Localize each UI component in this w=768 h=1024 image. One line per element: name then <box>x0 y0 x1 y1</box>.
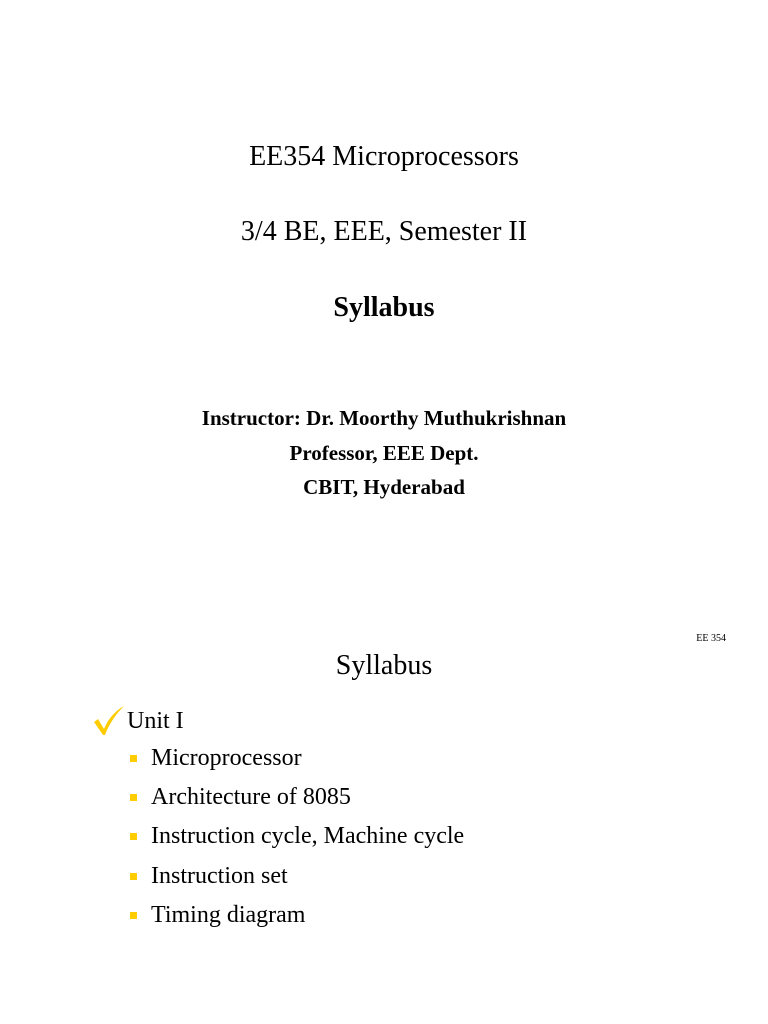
square-bullet-icon <box>130 912 137 919</box>
unit-label: Unit I <box>127 708 184 734</box>
instructor-title: Professor, EEE Dept. <box>289 441 479 465</box>
topic-label: Instruction set <box>151 862 288 889</box>
topic-label: Microprocessor <box>151 745 302 772</box>
list-item <box>130 739 464 778</box>
course-subtitle: 3/4 BE, EEE, Semester II <box>240 216 528 247</box>
unit-item <box>92 697 184 737</box>
list-item <box>130 817 464 856</box>
square-bullet-icon <box>130 833 137 840</box>
topic-label: Instruction cycle, Machine cycle <box>151 823 465 850</box>
slide-heading: Syllabus <box>335 650 433 681</box>
list-item <box>130 857 464 896</box>
topic-label: Architecture of 8085 <box>151 784 351 811</box>
checkmark-icon <box>92 705 126 737</box>
instructor-name: Instructor: Dr. Moorthy Muthukrishnan <box>201 406 567 430</box>
topic-list <box>130 739 464 935</box>
square-bullet-icon <box>130 873 137 880</box>
list-item <box>130 778 464 817</box>
course-title: EE354 Microprocessors <box>249 141 519 172</box>
square-bullet-icon <box>130 755 137 762</box>
topic-label: Timing diagram <box>151 901 306 928</box>
instructor-institution: CBIT, Hyderabad <box>303 475 465 499</box>
page-footer: EE 354 <box>696 633 726 644</box>
square-bullet-icon <box>130 794 137 801</box>
list-item <box>130 896 464 935</box>
syllabus-heading: Syllabus <box>333 292 435 323</box>
